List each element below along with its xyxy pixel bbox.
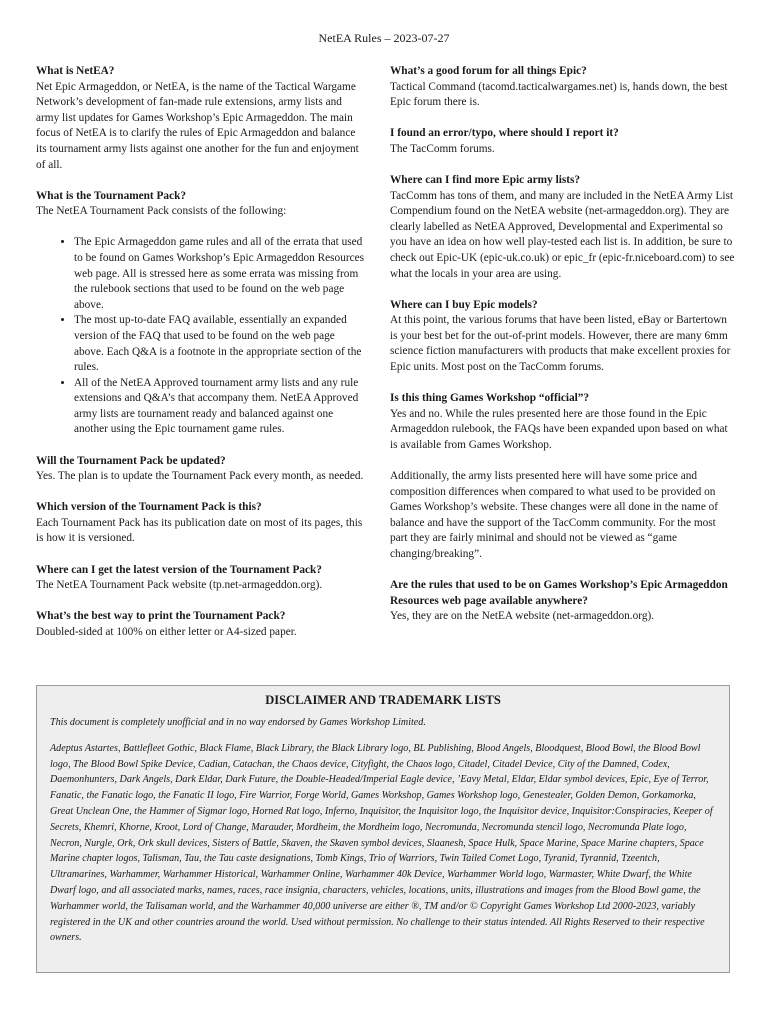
question-heading: What’s a good forum for all things Epic? <box>390 65 587 77</box>
faq-gw-resources <box>390 578 735 625</box>
question-heading: Will the Tournament Pack be updated? <box>36 454 226 467</box>
answer-text: At this point, the various forums that have been listed, eBay or Bartertown is your best bet for the out-of-print models. However, there are many 6mm science fiction manufacturers with products that make excellent proxies for Epic units. Most post on the TacComm forums. <box>390 314 731 373</box>
disclaimer-title: DISCLAIMER AND TRADEMARK LISTS <box>265 693 501 707</box>
answer-text: Tactical Command (tacomd.tacticalwargames.net) is, hands down, the best Epic forum there is. <box>390 80 728 109</box>
answer-text: TacComm has tons of them, and many are included in the NetEA Army List Compendium found on the NetEA website (net-armageddon.org). They are clearly labelled as NetEA Approved, Developmental and Experimental so you have an idea on how well play-tested each list is. In addition, be sure to check out Epic-UK (epic-uk.co.uk) or epic_fr (epic-fr.niceboard.com) to see what the locals in your area are using. <box>390 189 735 280</box>
faq-forum <box>390 64 735 111</box>
answer-text: Yes. The plan is to update the Tournament Pack every month, as needed. <box>36 470 364 483</box>
question-heading: I found an error/typo, where should I report it? <box>390 127 619 140</box>
answer-text: Additionally, the army lists presented here will have some price and composition differences when compared to what used to be provided on Games Workshop’s website. These changes were all done in the name of balance and have the support of the TacComm community. For the most part they are fairly minimal and should not be viewed as “game changing/breaking”. <box>390 469 719 560</box>
faq-buy-models <box>390 298 735 376</box>
faq-version <box>36 500 366 547</box>
answer-text: Doubled-sided at 100% on either letter or A4-sized paper. <box>36 625 297 638</box>
question-heading: Is this thing Games Workshop “official”? <box>390 392 590 405</box>
faq-print <box>36 609 366 640</box>
question-heading: Which version of the Tournament Pack is this? <box>36 501 262 514</box>
disclaimer-statement: This document is completely unofficial and in no way endorsed by Games Workshop Limited. <box>50 717 426 728</box>
question-heading: Are the rules that used to be on Games Workshop’s Epic Armageddon Resources web page available anywhere? <box>390 579 728 607</box>
tournament-pack-list <box>36 235 366 438</box>
answer-text: Net Epic Armageddon, or NetEA, is the name of the Tactical Wargame Network’s development of fan-made rule extensions, army lists and army list updates for Games Workshop’s Epic Armageddon. The main focus of NetEA is to clarify the rules of Epic Armageddon and balance its tournament army lists against one another for the fun and enjoyment of all. <box>36 80 359 171</box>
answer-text: The NetEA Tournament Pack consists of the following: <box>36 205 287 218</box>
answer-text: Yes, they are on the NetEA website (net-armageddon.org). <box>390 610 655 623</box>
page-header: NetEA Rules – 2023-07-27 <box>318 31 450 45</box>
list-item: • All of the NetEA Approved tournament army lists and any rule extensions and Q&A’s that accompany them. NetEA Approved army lists are tournament ready and balanced against one another using the Epic tournament game rules. <box>74 376 366 438</box>
question-heading: What’s the best way to print the Tournament Pack? <box>36 610 286 623</box>
faq-official <box>390 391 735 562</box>
faq-updated <box>36 454 366 485</box>
question-heading: Where can I buy Epic models? <box>390 298 538 311</box>
answer-text: Yes and no. While the rules presented here are those found in the Epic Armageddon rulebook, the FAQs have been expanded upon based on what is available from Games Workshop. <box>390 407 728 451</box>
faq-report-error <box>390 126 735 157</box>
question-heading: Where can I get the latest version of the Tournament Pack? <box>36 563 322 576</box>
faq-what-is-netea <box>36 64 366 173</box>
question-heading: What is NetEA? <box>36 65 115 77</box>
question-heading: What is the Tournament Pack? <box>36 189 187 202</box>
trademark-list: Adeptus Astartes, Battlefleet Gothic, Black Flame, Black Library, the Black Library logo, BL Publishing, Blood Angels, Bloodquest, Blood Bowl, the Blood Bowl logo, The Blood Bowl Spike Device, Cadian, Catachan, the Chaos device, Cityfight, the Chaos logo, Citadel, Citadel Device, City of the Damned, Codex, Daemonhunters, Dark Angels, Dark Eldar, Dark Future, the Double-Headed/Imperial Eagle device, ’Eavy Metal, Eldar, Eldar symbol devices, Epic, Eye of Terror, Fanatic, the Fanatic logo, the Fanatic II logo, Fire Warrior, Forge World, Games Workshop, Games Workshop logo, Genestealer, Golden Demon, Gorkamorka, Great Unclean One, the Hammer of Sigmar logo, Horned Rat logo, Inferno, Inquisitor, the Inquisitor logo, the Inquisitor device, Inquisitor:Conspiracies, Keeper of Secrets, Khemri, Khorne, Kroot, Lord of Change, Marauder, Mordheim, the Mordheim logo, Necromunda, Necromunda stencil logo, Necromunda Plate logo, Necron, Nurgle, Ork, Ork skull devices, Sisters of Battle, Skaven, the Skaven symbol devices, Slaanesh, Space Hulk, Space Marine, Space Marine chapters, Space Marine chapter logos, Talisman, Tau, the Tau caste designations, Tomb Kings, Trio of Warriors, Twin Tailed Comet Logo, Tyranid, Tyrannid, Tzeentch, Ultramarines, Warhammer, Warhammer Historical, Warhammer Online, Warhammer 40k Device, Warhammer World logo, Warmaster, White Dwarf, the White Dwarf logo, and all associated marks, names, races, race insignia, characters, vehicles, locations, units, illustrations and images from the Blood Bowl game, the Warhammer world, the Talisaman world, and the Warhammer 40,000 universe are either ®, TM and/or © Copyright Games Workshop Ltd 2000-2023, variably registered in the UK and other countries around the world. Used without permission. No challenge to their status intended. All Rights Reserved to their respective owners. <box>50 742 713 944</box>
disclaimer-box <box>36 685 730 973</box>
faq-latest-version <box>36 563 366 594</box>
answer-text: The NetEA Tournament Pack website (tp.net-armageddon.org). <box>36 579 323 592</box>
faq-tournament-pack <box>36 189 366 438</box>
answer-text: Each Tournament Pack has its publication date on most of its pages, this is how it is versioned. <box>36 516 363 545</box>
left-column <box>36 64 366 656</box>
question-heading: Where can I find more Epic army lists? <box>390 173 581 186</box>
right-column <box>390 64 735 640</box>
answer-text: The TacComm forums. <box>390 142 495 155</box>
list-item: • The Epic Armageddon game rules and all of the errata that used to be found on Games Workshop’s Epic Armageddon Resources web page. All is stressed here as some errata was missing from the rulebook sections that used to be found on the web page above. <box>74 235 366 313</box>
list-item: • The most up-to-date FAQ available, essentially an expanded version of the FAQ that used to be found on the web page above. Each Q&A is a footnote in the appropriate section of the rules. <box>74 313 366 375</box>
faq-army-lists <box>390 173 735 282</box>
